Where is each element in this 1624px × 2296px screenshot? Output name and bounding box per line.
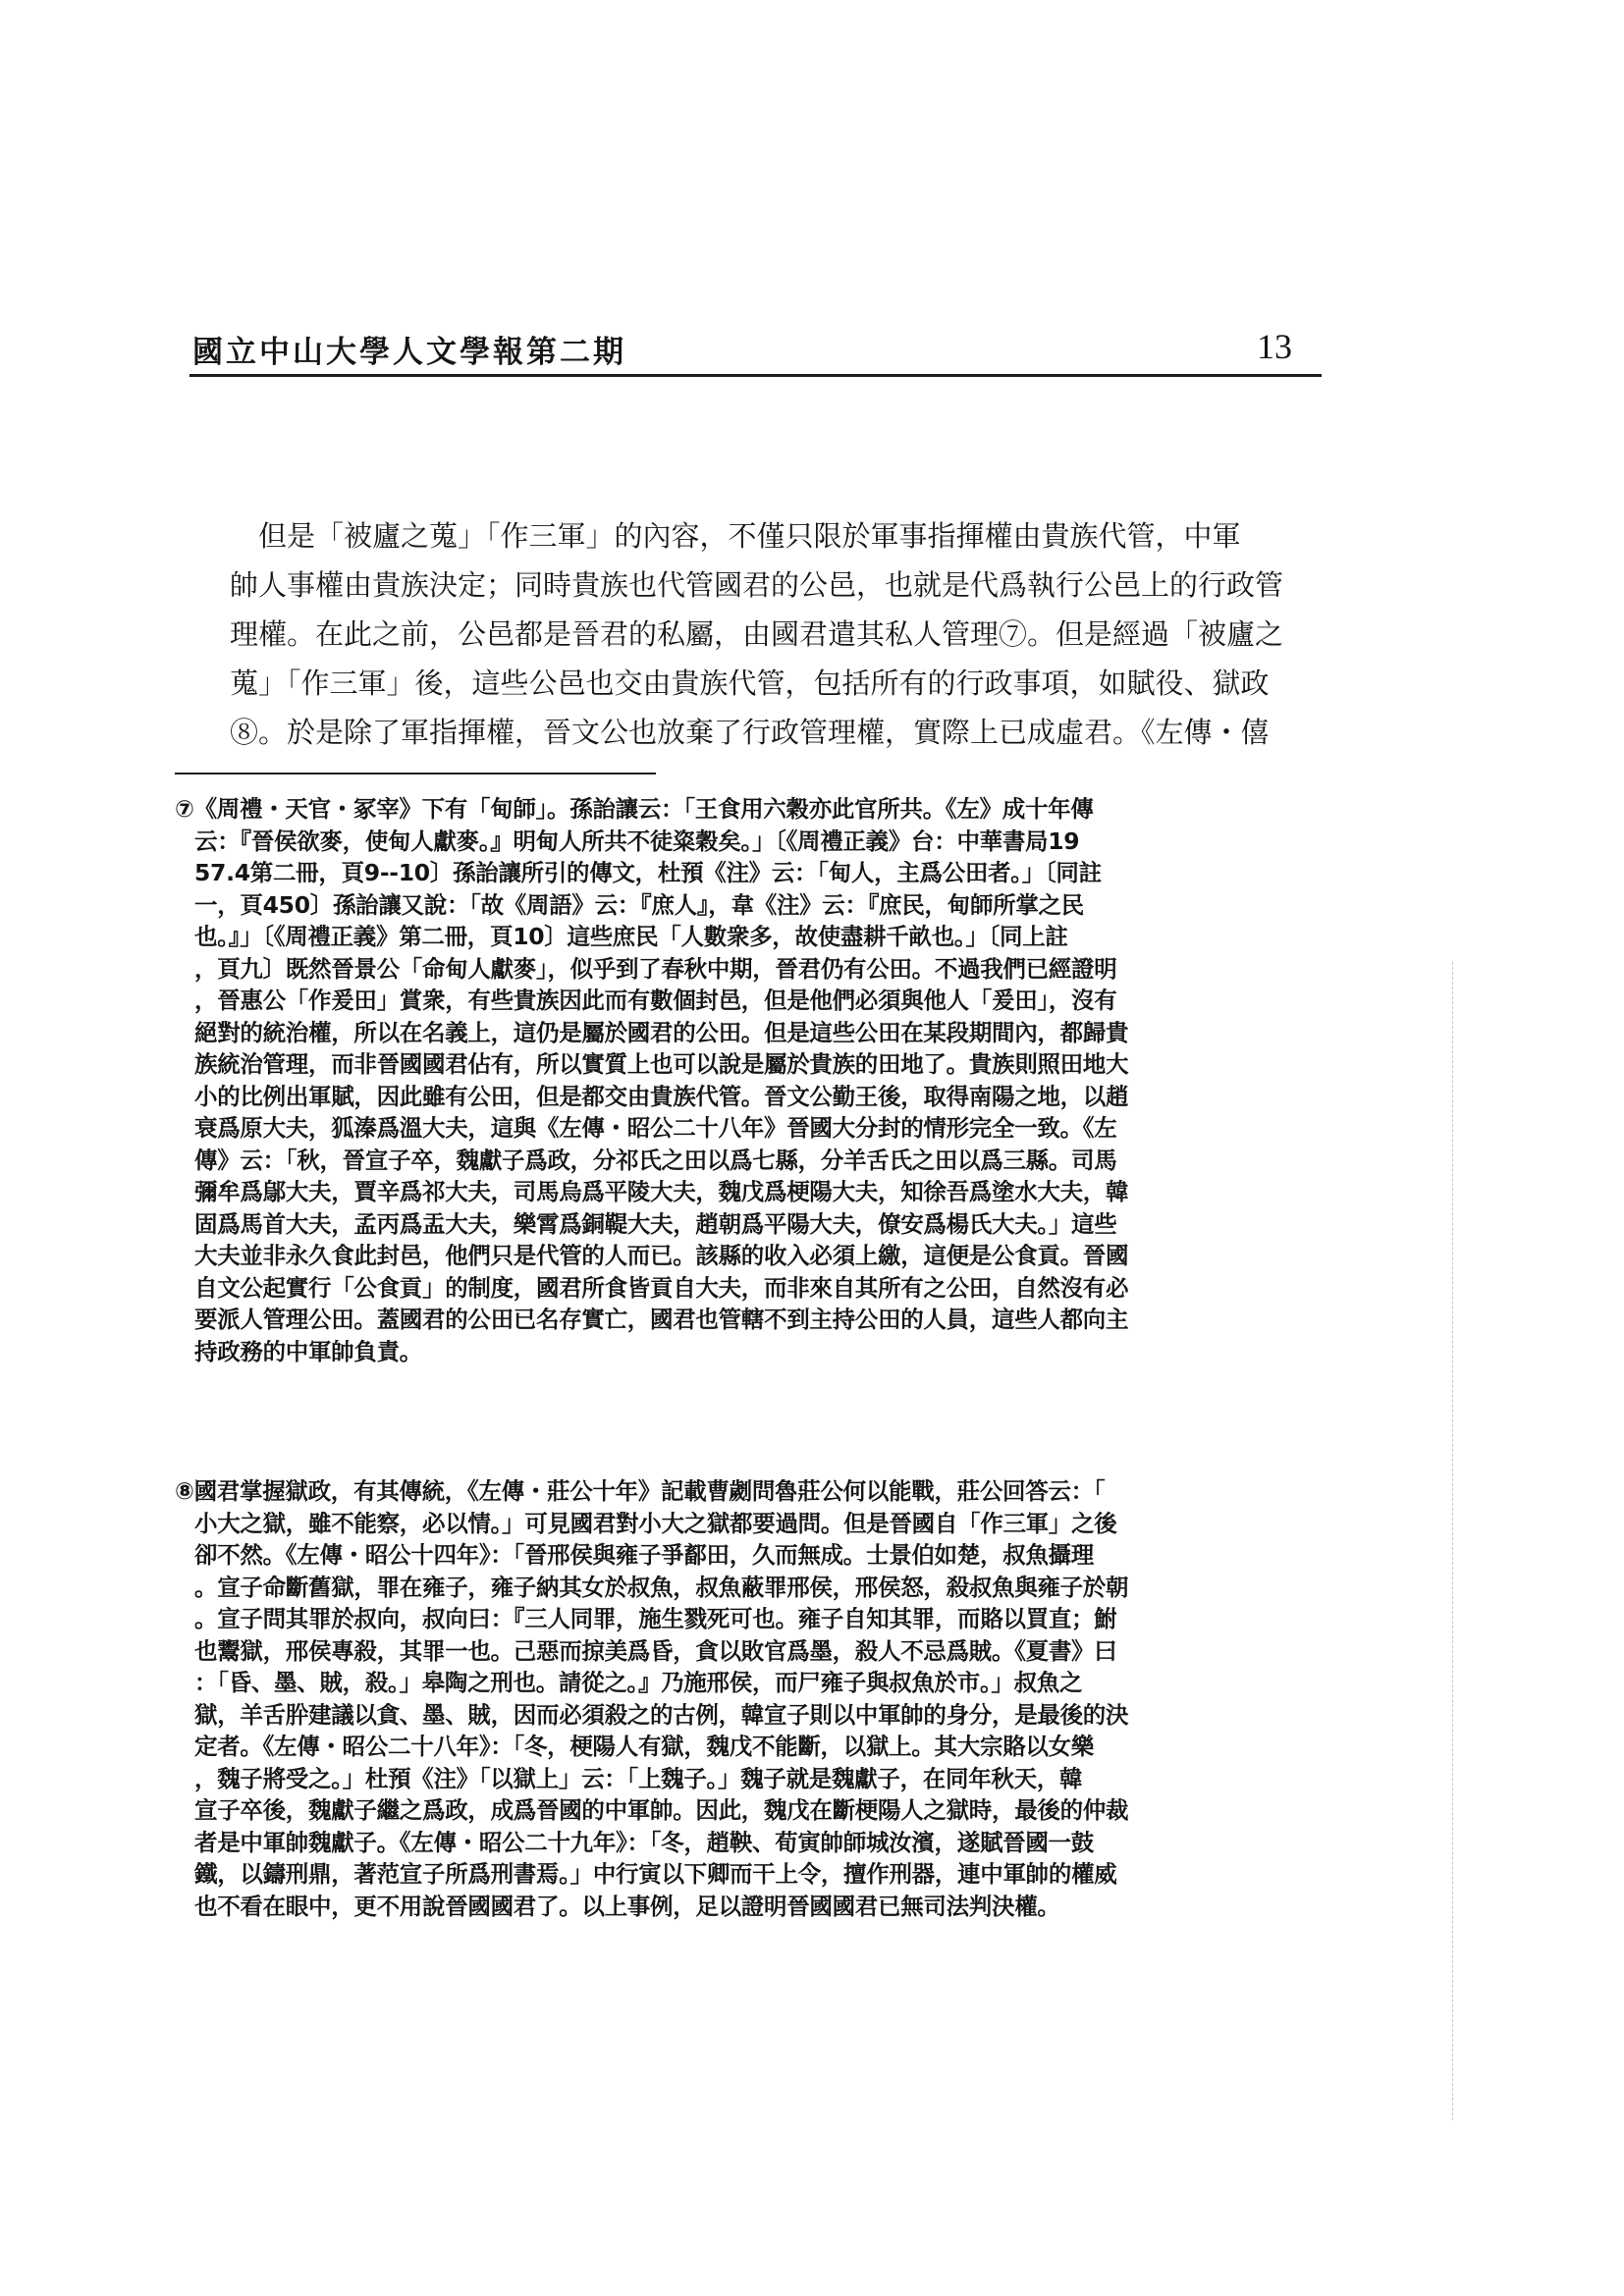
footnote-line: 一，頁450〕孫詒讓又說：「故《周語》云：『庶人』，韋《注》云：『庶民，甸師所掌之民: [194, 890, 1084, 919]
footnote-line: ，頁九〕既然晉景公「命甸人獻麥」，似乎到了春秋中期，晉君仍有公田。不過我們已經證明: [194, 954, 1117, 983]
footnote-line: 卻不然。《左傳・昭公十四年》：「晉邢侯與雍子爭鄐田，久而無成。士景伯如楚，叔魚攝理: [194, 1541, 1094, 1569]
body-line: ⑧。於是除了軍指揮權，晉文公也放棄了行政管理權，實際上已成虛君。《左傳・僖: [230, 716, 1270, 749]
running-head-journal-title: 國立中山大學人文學報第二期: [192, 335, 626, 370]
footnote-line: ，魏子將受之。」杜預《注》「以獄上」云：「上魏子。」魏子就是魏獻子，在同年秋天，韓: [194, 1764, 1083, 1792]
footnote-line: 自文公起實行「公食貢」的制度，國君所食皆貢自大夫，而非來自其所有之公田，自然沒有必: [194, 1273, 1129, 1302]
footnote-line: 也不看在眼中，更不用說晉國國君了。以上事例，足以證明晉國國君已無司法判決權。: [194, 1892, 1060, 1920]
footnote-line: 云：『晉侯欲麥，使甸人獻麥。』明甸人所共不徒粢穀矣。」〔《周禮正義》台：中華書局19: [194, 827, 1080, 855]
footnote-line: 衰爲原大夫，狐溱爲溫大夫，這與《左傳・昭公二十八年》晉國大分封的情形完全一致。《左: [194, 1114, 1117, 1142]
footnote-line: 彌牟爲鄔大夫，賈辛爲祁大夫，司馬烏爲平陵大夫，魏戊爲梗陽大夫，知徐吾爲塗水大夫，韓: [194, 1178, 1129, 1205]
footnote-line: ，晉惠公「作爰田」賞衆，有些貴族因此而有數個封邑，但是他們必須與他人「爰田」，沒有: [194, 987, 1117, 1014]
body-line: 帥人事權由貴族決定；同時貴族也代管國君的公邑，也就是代爲執行公邑上的行政管: [230, 568, 1284, 602]
footnote-separator-rule: [175, 773, 656, 774]
footnote-line: 族統治管理，而非晉國國君佔有，所以實質上也可以說是屬於貴族的田地了。貴族則照田地大: [194, 1050, 1129, 1078]
footnote-line: 57.4第二冊，頁9--10〕孫詒讓所引的傳文，杜預《注》云：「甸人，主爲公田者。」〔同註: [194, 859, 1102, 886]
footnote-line: 者是中軍帥魏獻子。《左傳・昭公二十九年》：「冬，趙鞅、荀寅帥師城汝濱，遂賦晉國一鼓: [194, 1828, 1094, 1856]
footnote-line: 。宣子問其罪於叔向，叔向曰：『三人同罪，施生戮死可也。雍子自知其罪，而賂以買直；鮒: [194, 1605, 1117, 1632]
footnote-8: [175, 1475, 1274, 1922]
footnote-line: ：「昏、墨、賊，殺。」皋陶之刑也。請從之。』乃施邢侯，而尸雍子與叔魚於市。」叔魚之: [194, 1669, 1083, 1696]
footnote-line: ⑧國君掌握獄政，有其傳統，《左傳・莊公十年》記載曹劌問魯莊公何以能戰，莊公回答云：「: [175, 1477, 1106, 1505]
footnote-line: 固爲馬首大夫，孟丙爲盂大夫，樂霄爲銅鞮大夫，趙朝爲平陽大夫，僚安爲楊氏大夫。」這些: [194, 1209, 1117, 1238]
footnote-line: 也。』」〔《周禮正義》第二冊，頁10〕這些庶民「人數衆多，故使盡耕千畝也。」〔同上註: [194, 923, 1068, 950]
footnote-line: 大夫並非永久食此封邑，他們只是代管的人而已。該縣的收入必須上繳，這便是公食貢。晉國: [194, 1242, 1129, 1269]
body-line: 理權。在此之前，公邑都是晉君的私屬，由國君遣其私人管理⑦。但是經過「被廬之: [230, 617, 1284, 651]
footnote-line: 也鬻獄，邢侯專殺，其罪一也。己惡而掠美爲昏，貪以敗官爲墨，殺人不忌爲賊。《夏書》曰: [194, 1636, 1117, 1665]
body-paragraph: [230, 511, 1284, 757]
footnote-7: [175, 793, 1274, 1367]
header-rule: [189, 374, 1322, 377]
footnote-line: 要派人管理公田。蓋國君的公田已名存實亡，國君也管轄不到主持公田的人員，這些人都向主: [194, 1306, 1129, 1333]
body-line: 蒐」「作三軍」後，這些公邑也交由貴族代管，包括所有的行政事項，如賦役、獄政: [230, 667, 1270, 700]
footnote-line: 定者。《左傳・昭公二十八年》：「冬，梗陽人有獄，魏戊不能斷，以獄上。其大宗賂以女樂: [194, 1733, 1094, 1760]
footnote-line: 持政務的中軍帥負責。: [194, 1337, 422, 1365]
footnote-line: 。宣子命斷舊獄，罪在雍子，雍子納其女於叔魚，叔魚蔽罪邢侯，邢侯怒，殺叔魚與雍子於朝: [194, 1573, 1129, 1601]
footnote-line: 小的比例出軍賦，因此雖有公田，但是都交由貴族代管。晉文公勤王後，取得南陽之地，以趙: [194, 1082, 1129, 1110]
footnote-line: ⑦《周禮・天官・冢宰》下有「甸師」。孫詒讓云：「王食用六穀亦此官所共。《左》成十年傳: [175, 795, 1094, 823]
footnote-line: 獄，羊舌肸建議以貪、墨、賊，因而必須殺之的古例，韓宣子則以中軍帥的身分，是最後的決: [194, 1700, 1129, 1729]
page-number: 13: [1257, 327, 1292, 366]
footnote-line: 小大之獄，雖不能察，必以情。」可見國君對小大之獄都要過問。但是晉國自「作三軍」之後: [194, 1509, 1117, 1537]
body-line: 但是「被廬之蒐」「作三軍」的內容，不僅只限於軍事指揮權由貴族代管，中軍: [230, 519, 1241, 553]
footnote-line: 宣子卒後，魏獻子繼之爲政，成爲晉國的中軍帥。因此，魏戊在斷梗陽人之獄時，最後的仲裁: [194, 1796, 1129, 1824]
scan-edge-line: [1452, 962, 1453, 2120]
footnote-line: 傳》云：「秋，晉宣子卒，魏獻子爲政，分祁氏之田以爲七縣，分羊舌氏之田以爲三縣。司馬: [194, 1146, 1117, 1174]
footnote-line: 鐵，以鑄刑鼎，著范宣子所爲刑書焉。」中行寅以下卿而干上令，擅作刑器，連中軍帥的權威: [194, 1860, 1117, 1888]
footnote-line: 絕對的統治權，所以在名義上，這仍是屬於國君的公田。但是這些公田在某段期間內，都歸貴: [194, 1018, 1129, 1046]
